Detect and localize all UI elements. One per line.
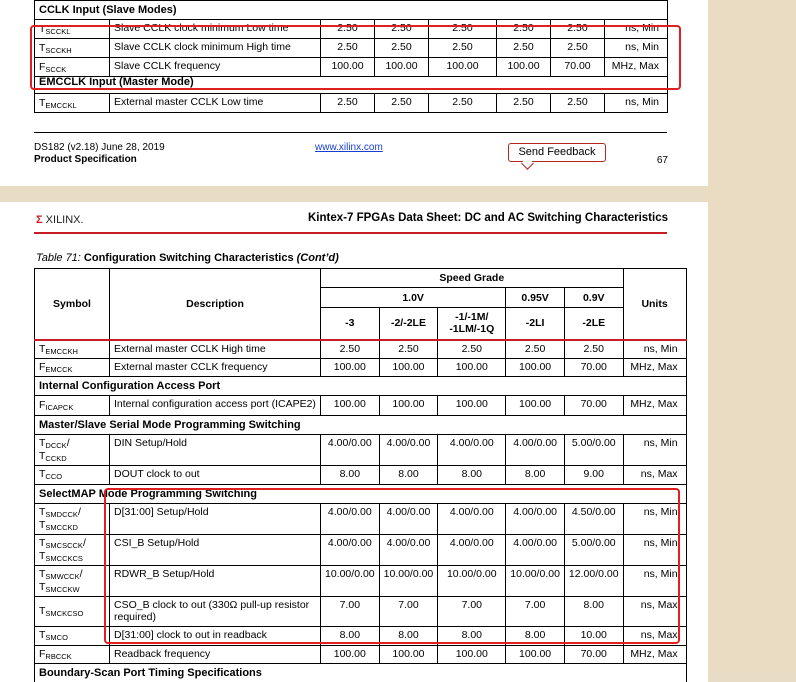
value-cell: 100.00 bbox=[438, 395, 506, 415]
table-cont: (Cont’d) bbox=[296, 252, 339, 264]
value-cell: 100.00 bbox=[506, 395, 565, 415]
unit-cell: ns, Min bbox=[605, 20, 668, 39]
value-cell: 2.50 bbox=[375, 39, 429, 58]
symbol-cell: $T_{SMCKCSO}$ bbox=[35, 596, 110, 626]
section-cclk-input: CCLK Input (Slave Modes) bbox=[35, 1, 668, 20]
unit-cell: ns, Min bbox=[623, 340, 686, 359]
annotation-box-selectmap bbox=[104, 488, 680, 644]
value-cell: 8.00 bbox=[379, 465, 438, 484]
description-cell: D[31:00] clock to out in readback bbox=[110, 626, 321, 645]
value-cell: 100.00 bbox=[379, 358, 438, 376]
section-icap: Internal Configuration Access Port bbox=[35, 376, 687, 395]
value-cell: 100.00 bbox=[321, 358, 380, 376]
value-cell: 2.50 bbox=[564, 340, 623, 359]
symbol-cell: $F_{EMCCK}$ bbox=[35, 358, 110, 376]
value-cell: 8.00 bbox=[321, 626, 380, 645]
value-cell: 8.00 bbox=[438, 626, 506, 645]
symbol-cell: $T_{CCO}$ bbox=[35, 465, 110, 484]
header-rule bbox=[34, 232, 667, 234]
description-cell: CSO_B clock to out (330Ω pull-up resistor required) bbox=[110, 596, 321, 626]
symbol-cell: $T_{SCCKL}$ bbox=[35, 20, 110, 39]
table-row bbox=[35, 94, 668, 113]
value-cell: 4.00/0.00 bbox=[438, 434, 506, 465]
symbol-cell: $T_{SCCKH}$ bbox=[35, 39, 110, 58]
value-cell: 4.00/0.00 bbox=[379, 434, 438, 465]
value-cell: 8.00 bbox=[506, 465, 565, 484]
value-cell: 7.00 bbox=[506, 596, 565, 626]
value-cell: 100.00 bbox=[506, 358, 565, 376]
page-gap bbox=[0, 186, 708, 202]
value-cell: 100.00 bbox=[497, 58, 551, 77]
value-cell: 4.00/0.00 bbox=[379, 534, 438, 565]
symbol-cell: $T_{DCCK}/$ $T_{CCKD}$ bbox=[35, 434, 110, 465]
value-cell: 5.00/0.00 bbox=[564, 434, 623, 465]
xilinx-link[interactable]: www.xilinx.com bbox=[315, 142, 383, 153]
value-cell: 4.00/0.00 bbox=[506, 503, 565, 534]
value-cell: 100.00 bbox=[506, 645, 565, 663]
unit-cell: MHz, Max bbox=[623, 395, 686, 415]
value-cell: 4.00/0.00 bbox=[438, 503, 506, 534]
table-row bbox=[35, 465, 687, 484]
value-cell: 100.00 bbox=[321, 395, 380, 415]
section-selectmap: SelectMAP Mode Programming Switching bbox=[35, 484, 687, 503]
value-cell: 4.00/0.00 bbox=[379, 503, 438, 534]
header-095v: 0.95V bbox=[506, 288, 565, 308]
section-emcclk-input: EMCCLK Input (Master Mode) bbox=[35, 77, 668, 94]
value-cell: 7.00 bbox=[321, 596, 380, 626]
unit-cell: ns, Min bbox=[623, 503, 686, 534]
value-cell: 100.00 bbox=[321, 645, 380, 663]
description-cell: Slave CCLK clock minimum High time bbox=[110, 39, 321, 58]
value-cell: 8.00 bbox=[506, 626, 565, 645]
doc-type: Product Specification bbox=[34, 154, 137, 165]
value-cell: 70.00 bbox=[564, 645, 623, 663]
value-cell: 4.00/0.00 bbox=[321, 534, 380, 565]
unit-cell: ns, Max bbox=[623, 596, 686, 626]
symbol-cell: $T_{SMWCCK}/$ $T_{SMCCKW}$ bbox=[35, 565, 110, 596]
unit-cell: ns, Min bbox=[605, 39, 668, 58]
value-cell: 2.50 bbox=[429, 94, 497, 113]
unit-cell: MHz, Max bbox=[623, 645, 686, 663]
symbol-cell: $T_{EMCCKL}$ bbox=[35, 94, 110, 113]
description-cell: Internal configuration access port (ICAPE2) bbox=[110, 395, 321, 415]
value-cell: 2.50 bbox=[506, 340, 565, 359]
value-cell: 2.50 bbox=[551, 94, 605, 113]
value-cell: 8.00 bbox=[379, 626, 438, 645]
value-cell: 2.50 bbox=[497, 94, 551, 113]
grade-1-1m: -1/-1M/ -1LM/-1Q bbox=[438, 308, 506, 340]
symbol-cell: $F_{SCCK}$ bbox=[35, 58, 110, 77]
footer-rule bbox=[34, 132, 667, 133]
value-cell: 5.00/0.00 bbox=[564, 534, 623, 565]
symbol-cell: $T_{SMDCCK}/$ $T_{SMCCKD}$ bbox=[35, 503, 110, 534]
header-1v: 1.0V bbox=[321, 288, 506, 308]
value-cell: 100.00 bbox=[379, 645, 438, 663]
value-cell: 7.00 bbox=[438, 596, 506, 626]
table-row bbox=[35, 340, 687, 359]
value-cell: 70.00 bbox=[564, 358, 623, 376]
unit-cell: ns, Min bbox=[623, 534, 686, 565]
unit-cell: MHz, Max bbox=[605, 58, 668, 77]
value-cell: 2.50 bbox=[321, 340, 380, 359]
value-cell: 2.50 bbox=[429, 39, 497, 58]
footer-doc-info bbox=[34, 142, 165, 166]
value-cell: 100.00 bbox=[321, 58, 375, 77]
page-number: 67 bbox=[656, 155, 668, 166]
grade-3: -3 bbox=[321, 308, 380, 340]
value-cell: 8.00 bbox=[564, 596, 623, 626]
unit-cell: ns, Min bbox=[623, 434, 686, 465]
value-cell: 2.50 bbox=[497, 20, 551, 39]
description-cell: Slave CCLK clock minimum Low time bbox=[110, 20, 321, 39]
description-cell: DIN Setup/Hold bbox=[110, 434, 321, 465]
value-cell: 10.00/0.00 bbox=[438, 565, 506, 596]
description-cell: Slave CCLK frequency bbox=[110, 58, 321, 77]
symbol-cell: $T_{SMCSCCK}/$ $T_{SMCCKCS}$ bbox=[35, 534, 110, 565]
xilinx-logo bbox=[36, 214, 84, 226]
value-cell: 2.50 bbox=[429, 20, 497, 39]
unit-cell: ns, Max bbox=[623, 626, 686, 645]
value-cell: 2.50 bbox=[375, 20, 429, 39]
table-row bbox=[35, 358, 687, 376]
header-symbol: Symbol bbox=[35, 269, 110, 340]
table-row bbox=[35, 395, 687, 415]
doc-id: DS182 (v2.18) June 28, 2019 bbox=[34, 142, 165, 153]
value-cell: 8.00 bbox=[321, 465, 380, 484]
description-cell: DOUT clock to out bbox=[110, 465, 321, 484]
unit-cell: ns, Min bbox=[605, 94, 668, 113]
value-cell: 4.00/0.00 bbox=[438, 534, 506, 565]
value-cell: 10.00/0.00 bbox=[321, 565, 380, 596]
symbol-cell: $F_{ICAPCK}$ bbox=[35, 395, 110, 415]
value-cell: 4.00/0.00 bbox=[321, 503, 380, 534]
value-cell: 9.00 bbox=[564, 465, 623, 484]
header-speed-grade: Speed Grade bbox=[321, 269, 624, 288]
description-cell: CSI_B Setup/Hold bbox=[110, 534, 321, 565]
header-09v: 0.9V bbox=[564, 288, 623, 308]
send-feedback-button[interactable]: Send Feedback bbox=[508, 143, 606, 162]
value-cell: 100.00 bbox=[375, 58, 429, 77]
description-cell: RDWR_B Setup/Hold bbox=[110, 565, 321, 596]
value-cell: 10.00/0.00 bbox=[506, 565, 565, 596]
table-number: Table 71: bbox=[36, 252, 81, 264]
grade-2li: -2LI bbox=[506, 308, 565, 340]
value-cell: 4.00/0.00 bbox=[321, 434, 380, 465]
xilinx-logo-text: XILINX. bbox=[45, 214, 84, 226]
section-serial-mode: Master/Slave Serial Mode Programming Switching bbox=[35, 415, 687, 434]
value-cell: 70.00 bbox=[564, 395, 623, 415]
value-cell: 2.50 bbox=[551, 39, 605, 58]
value-cell: 2.50 bbox=[375, 94, 429, 113]
viewer-background bbox=[708, 0, 796, 670]
value-cell: 100.00 bbox=[379, 395, 438, 415]
description-cell: External master CCLK Low time bbox=[110, 94, 321, 113]
description-cell: D[31:00] Setup/Hold bbox=[110, 503, 321, 534]
value-cell: 70.00 bbox=[551, 58, 605, 77]
table-row bbox=[35, 645, 687, 663]
table-caption bbox=[36, 252, 339, 264]
value-cell: 2.50 bbox=[321, 20, 375, 39]
grade-2le: -2LE bbox=[564, 308, 623, 340]
table-title: Configuration Switching Characteristics bbox=[83, 252, 294, 264]
description-cell: External master CCLK High time bbox=[110, 340, 321, 359]
header-units: Units bbox=[623, 269, 686, 340]
value-cell: 2.50 bbox=[379, 340, 438, 359]
section-boundary-scan: Boundary-Scan Port Timing Specifications bbox=[35, 663, 687, 682]
unit-cell: ns, Min bbox=[623, 565, 686, 596]
value-cell: 100.00 bbox=[438, 645, 506, 663]
value-cell: 2.50 bbox=[497, 39, 551, 58]
grade-2-2le: -2/-2LE bbox=[379, 308, 438, 340]
value-cell: 2.50 bbox=[438, 340, 506, 359]
unit-cell: ns, Max bbox=[623, 465, 686, 484]
doc-header-title: Kintex-7 FPGAs Data Sheet: DC and AC Switching Characteristics bbox=[308, 212, 668, 224]
symbol-cell: $F_{RBCCK}$ bbox=[35, 645, 110, 663]
value-cell: 2.50 bbox=[321, 39, 375, 58]
value-cell: 12.00/0.00 bbox=[564, 565, 623, 596]
description-cell: External master CCLK frequency bbox=[110, 358, 321, 376]
annotation-box-slave-cclk bbox=[30, 25, 681, 90]
xilinx-logo-icon: Σ bbox=[36, 214, 43, 226]
value-cell: 100.00 bbox=[429, 58, 497, 77]
value-cell: 4.50/0.00 bbox=[564, 503, 623, 534]
header-description: Description bbox=[110, 269, 321, 340]
description-cell: Readback frequency bbox=[110, 645, 321, 663]
value-cell: 100.00 bbox=[438, 358, 506, 376]
value-cell: 4.00/0.00 bbox=[506, 434, 565, 465]
value-cell: 8.00 bbox=[438, 465, 506, 484]
unit-cell: MHz, Max bbox=[623, 358, 686, 376]
table-row bbox=[35, 434, 687, 465]
value-cell: 7.00 bbox=[379, 596, 438, 626]
symbol-cell: $T_{SMCO}$ bbox=[35, 626, 110, 645]
value-cell: 4.00/0.00 bbox=[506, 534, 565, 565]
symbol-cell: $T_{EMCCKH}$ bbox=[35, 340, 110, 359]
value-cell: 2.50 bbox=[321, 94, 375, 113]
value-cell: 10.00/0.00 bbox=[379, 565, 438, 596]
value-cell: 2.50 bbox=[551, 20, 605, 39]
value-cell: 10.00 bbox=[564, 626, 623, 645]
